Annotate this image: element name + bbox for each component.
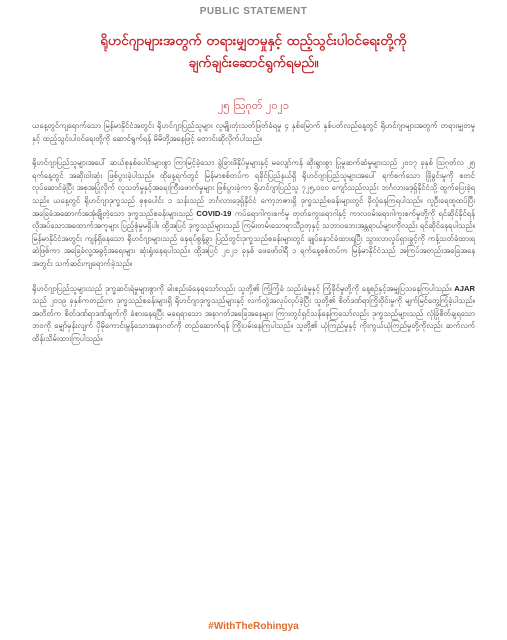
paragraph-2-part-a: ရိုဟင်ဂျာပြည်သူများအပေါ် ဆယ်စုနှစ်ပေါင်းများစွာ ကြာမြင့်ခဲ့သော ခွဲခြားဖိနှိပ်မှုများနှင့် မလျော်ကန် ဆိုးရွားစွာ ပြုမူဆက်ဆံမှုများသည် ၂၀၁၇ ခုနှစ် ဩဂုတ်လ ၂၅ ရက်နေ့တွင် အဆိုးဝါးဆုံး ဖြစ်ပွားခဲ့ပါသည်။ ထိုနေ့ရက်တွင် မြန်မာစစ်တပ်က ရခိုင်ပြည်နယ်ရှိ ရိုဟင်ဂျာပြည်သူများအပေါ် ရက်စက်သော ဖြိုခွင်းမှုကို စတင်လုပ်ဆောင်ခဲ့ပြီး အစုအပြုံလိုက် လူသတ်မှုနှင့်အရေးကြီးဖောက်မှုများ ဖြစ်ပွားခဲ့ကာ ရိုဟင်ဂျာပြည်သူ ၇၂၅,၀၀၀ ကျော်သည်လည်း ဘင်္ဂလားဒေ့ရှ်နိုင်ငံသို့ ထွက်ပြေးခဲ့ရသည်။ ယနေ့တွင် ရိုဟင်ဂျာဒုက္ခသည် စုစုပေါင်း ၁ သန်းသည် ဘင်္ဂလားဒေ့ရှ်နိုင်ငံ ကော့ဘဇားရှိ ဒုက္ခသည်စခန်းများတွင် ခိုလှုံနေကြရပါသည်။ လူဦးရေထူထပ်ပြီး အခြေခံအဆောက်အအုံချို့တဲ့သော ဒုက္ခသည်စခန်းများသည် — [32, 158, 475, 218]
ajar-term: AJAR — [454, 283, 475, 293]
paragraph-3 — [32, 283, 475, 346]
covid-term: COVID-19 — [196, 208, 232, 218]
statement-body — [32, 120, 475, 358]
statement-title — [40, 30, 467, 74]
paragraph-3-part-b: သည် ၂၀၁၉ ခုနှစ်ကတည်းက ဒုက္ခသည်စခန်းများရှိ ရိုဟင်ဂျာဒုက္ခသည်များနှင့် လက်တွဲအလုပ်လုပ်ခဲ့ပြီး သူတို့၏ စိတ်ဒဏ်ရာကြိုးဝိုင်းမှုကို မျက်မြင်တွေ့ကြုံခဲ့ပါသည်။ အတိတ်က စိတ်ဒဏ်ရာဒဏ်ချက်ကို ခံစားနေရပြီး မရေရာသော အနာဂတ်အခြေအနေများ ကြားတွင်ရှင်သန်နေကြသော်လည်း ဒုက္ခသည်များသည် လုံခြုံစိတ်ချရသော ဘဝကို မျှော်မှန်းလျက် ပိုမိုကောင်းမွန်သောအနာဂတ်ကို တည်ဆောက်ရန် ကြိုးပမ်းနေကြပါသည်။ သူတို့၏ ယုံကြည်မှုနှင့် ကိုးကွယ်ယုံကြည်မှုတို့ကိုလည်း ဆက်လက်ထိန်းသိမ်းထားကြပါသည်။ — [32, 296, 475, 343]
paragraph-3-part-a: ရိုဟင်ဂျာပြည်သူများသည် ဒုက္ခဆင်းရဲမှုများစွာကို ခါးစည်းခံနေရသော်လည်း သူတို့၏ ကြံ့ကြံ့ခံ သည်းခံမှုနှင့် ကြံ့ခိုင်မှုတို့ကို နေ့စဉ်နှင့်အမျှပြသနေကြပါသည်။ — [32, 283, 452, 293]
statement-date: ၂၅ ဩဂုတ် ၂၀၂၁ — [217, 99, 290, 112]
statement-title-line-1: ရိုဟင်ဂျာများအတွက် တရားမျှတမှုနှင့် ထည့်သွင်းပါဝင်ရေးတို့ကို — [100, 33, 407, 49]
paragraph-2-part-b: ကပ်ရောဂါကူးစက်မှု တုတ်ကွေးရောဂါနှင့် ကာလဝမ်းရောဂါကူးစက်မှုတို့ကို ရင်ဆိုင်နိုင်ရန် လိုအပ်သောအထောက်အကူများ ပြည့်စုံမှုမရှိပါ။ ထို့အပြင် ဒုက္ခသည်များသည် ကြမ်းတမ်းသောရာသီဥတုနှင့် သဘာဝဘေးအန္တရာယ်များကိုလည်း ရင်ဆိုင်နေရပါသည်။ မြန်မာနိုင်ငံအတွင်း ကျန်ရှိနေသော ရိုဟင်ဂျာများသည် နေရပ်စွန့်ခွာ ပြည်တွင်းဒုက္ခသည်စခန်းများတွင် ချုပ်နှောင်ခံထားရပြီး သွားလာလှုပ်ရှားခွင့်ကို ကန့်သတ်ခံထားရဆဲဖြစ်ကာ အခြေခံလူ့အခွင့်အရေးများ ဆုံးရှုံးနေရပါသည်။ ထို့အပြင် ၂၀၂၁ ခုနှစ် ဖေဖော်ဝါရီ ၁ ရက်နေ့စစ်တပ်က မြန်မာနိုင်ငံသည် အကြပ်အတည်းအခြေအနေအတွင်း သက်ဆင်းကျရောက်ခဲ့သည်။ — [32, 208, 475, 268]
paragraph-2 — [32, 157, 475, 270]
paragraph-1: ယနေ့တွင်ကျရောက်သော မြန်မာနိုင်ငံအတွင်း ရိုဟင်ဂျာပြည်သူများ လူမျိုးတုံးသတ်ဖြတ်ခံရမှု ၄ နှစ်မြောက် နှစ်ပတ်လည်နေ့တွင် ရိုဟင်ဂျာများအတွက် တရားမျှတမှုနှင့် ထည့်သွင်းပါဝင်ရေးတို့ကို ဆောင်ရွက်ရန် မိမိတို့အနေဖြင့် တောင်းဆိုလိုက်ပါသည်။ — [32, 121, 475, 143]
statement-title-line-2: ချက်ချင်းဆောင်ရွက်ရမည်။ — [188, 55, 319, 71]
public-statement-label: PUBLIC STATEMENT — [199, 6, 308, 17]
hashtag-footer: #WithTheRohingya — [208, 621, 299, 632]
